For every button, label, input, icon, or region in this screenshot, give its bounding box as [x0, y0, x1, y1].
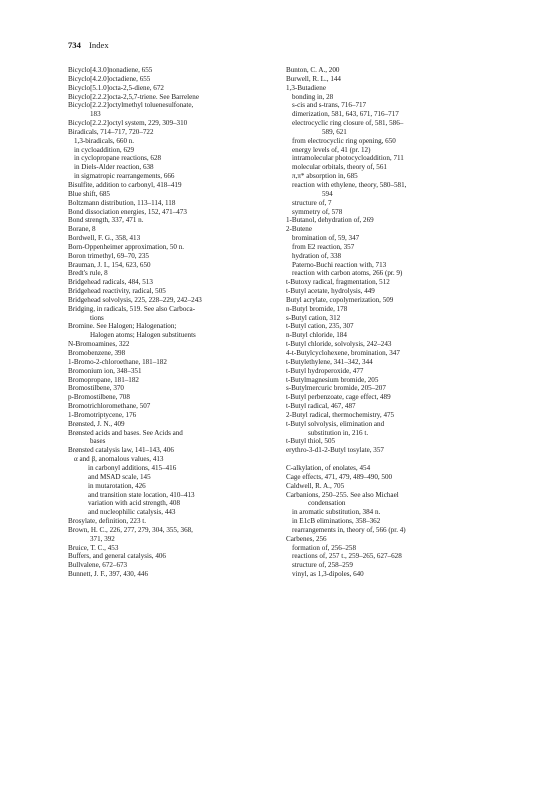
index-entry: Bredt's rule, 8	[68, 269, 108, 278]
index-entry: reaction with ethylene, theory, 580–581,	[292, 180, 407, 189]
index-entry: bonding in, 28	[292, 92, 334, 101]
index-entry: vinyl, as 1,3-dipoles, 640	[292, 570, 364, 579]
index-entry: Bicyclo[2.2.2]octyl system, 229, 309–310	[68, 119, 188, 128]
index-entry: Bond dissociation energies, 152, 471–473	[68, 207, 187, 216]
index-entry: Brønsted catalysis law, 141–143, 406	[68, 446, 174, 455]
index-entry: condensation	[308, 499, 346, 508]
index-entry: t-Butyl solvolysis, elimination and	[286, 419, 385, 428]
index-entry: Buffers, and general catalysis, 406	[68, 552, 166, 561]
index-entry: Bicyclo[4.2.0]octadiene, 655	[68, 74, 151, 83]
index-column-right	[286, 66, 500, 579]
index-entry: p-Bromostilbene, 708	[68, 393, 130, 402]
index-entry: 371, 392	[90, 534, 115, 543]
index-entry: t-Butyl acetate, hydrolysis, 449	[286, 287, 375, 296]
index-entry: t-Butoxy radical, fragmentation, 512	[286, 278, 390, 287]
index-entry: Blue shift, 685	[68, 189, 110, 198]
index-entry: bases	[90, 437, 106, 446]
index-entry: intramolecular photocycloaddition, 711	[292, 154, 404, 163]
index-entry: π,π* absorption in, 685	[292, 172, 358, 181]
index-entry: Paterno-Buchi reaction with, 713	[292, 260, 387, 269]
index-entry: energy levels of, 41 (pr. 12)	[292, 145, 371, 154]
index-entry: Butyl acrylate, copolymerization, 509	[286, 295, 394, 304]
index-entry: 1-Butanol, dehydration of, 269	[286, 216, 374, 225]
index-entry: Boltzmann distribution, 113–114, 118	[68, 198, 176, 207]
index-entry: Bruice, T. C., 453	[68, 543, 119, 552]
index-entry: erythro-3-d1-2-Butyl tosylate, 357	[286, 446, 384, 455]
index-entry: 594	[322, 189, 333, 198]
index-entry: Bisulfite, addition to carbonyl, 418–419	[68, 180, 182, 189]
index-entry: Bridgehead radicals, 484, 513	[68, 278, 153, 287]
index-entry: and MSAD scale, 145	[88, 472, 151, 481]
index-entry: in cycloaddition, 629	[74, 145, 135, 154]
index-entry: in mutarotation, 426	[88, 481, 146, 490]
index-entry: in sigmatropic rearrangements, 666	[74, 172, 175, 181]
index-entry: Halogen atoms; Halogen substituents	[90, 331, 196, 340]
index-entry: Bromopropane, 181–182	[68, 375, 139, 384]
index-entry: 2-Butene	[286, 225, 313, 234]
index-entry: structure of, 7	[292, 198, 332, 207]
index-entry: Cage effects, 471, 479, 489–490, 500	[286, 472, 393, 481]
index-entry: Bridging, in radicals, 519. See also Carboca-	[68, 304, 196, 313]
index-entry: and nucleophilic catalysis, 443	[88, 508, 176, 517]
index-entry: molecular orbitals, theory of, 561	[292, 163, 387, 172]
index-entry: s-Butylmercuric bromide, 205–207	[286, 384, 386, 393]
index-entry: Brønsted, J. N., 409	[68, 419, 125, 428]
index-entry: Bunnett, J. F., 397, 430, 446	[68, 570, 149, 579]
index-entry: t-Butyl chloride, solvolysis, 242–243	[286, 340, 392, 349]
index-entry: t-Butylmagnesium bromide, 205	[286, 375, 379, 384]
index-entry: n-Butyl chloride, 184	[286, 331, 347, 340]
index-entry: Bicyclo[2.2.2]octylmethyl toluenesulfonate,	[68, 101, 194, 110]
index-entry: in carbonyl additions, 415–416	[88, 463, 177, 472]
index-entry: n-Butyl bromide, 178	[286, 304, 348, 313]
index-entry: Carbanions, 250–255. See also Michael	[286, 490, 399, 499]
index-column-left	[68, 66, 278, 579]
index-entry: substitution in, 216 t.	[308, 428, 369, 437]
index-entry: Burwell, R. L., 144	[286, 74, 341, 83]
index-entry: from electrocyclic ring opening, 650	[292, 136, 396, 145]
index-entry: from E2 reaction, 357	[292, 242, 355, 251]
index-entry: tions	[90, 313, 104, 322]
index-entry: in Diels-Alder reaction, 638	[74, 163, 154, 172]
index-entry: t-Butyl hydroperoxide, 477	[286, 366, 364, 375]
index-entry: Born-Oppenheimer approximation, 50 n.	[68, 242, 185, 251]
index-entry: symmetry of, 578	[292, 207, 343, 216]
index-entry: Brown, H. C., 226, 277, 279, 304, 355, 368,	[68, 525, 193, 534]
index-entry: dimerization, 581, 643, 671, 716–717	[292, 110, 399, 119]
index-entry: Bicyclo[4.3.0]nonadiene, 655	[68, 66, 153, 74]
index-entry: and transition state location, 410–413	[88, 490, 195, 499]
index-entry: s-Butyl cation, 312	[286, 313, 341, 322]
index-entry: Bond strength, 337, 471 n.	[68, 216, 144, 225]
page-title: Index	[89, 40, 109, 50]
index-entry: t-Butyl perbenzoate, cage effect, 489	[286, 393, 391, 402]
index-entry: Bicyclo[2.2.2]octa-2,5,7-triene. See Barrelene	[68, 92, 199, 101]
index-entry: N-Bromoamines, 322	[68, 340, 130, 349]
index-entry: 4-t-Butylcyclohexene, bromination, 347	[286, 349, 400, 357]
index-entry: variation with acid strength, 408	[88, 499, 181, 508]
index-entry: 589, 621	[322, 127, 347, 136]
index-entry: in aromatic substitution, 384 n.	[292, 508, 381, 517]
index-entry: in cyclopropane reactions, 628	[74, 154, 162, 163]
index-entry: t-Butyl radical, 467, 487	[286, 402, 356, 411]
index-entry: hydration of, 338	[292, 251, 342, 260]
index-entry: s-cis and s-trans, 716–717	[292, 101, 367, 110]
index-entry: bromination of, 59, 347	[292, 234, 360, 243]
index-entry: Brosylate, definition, 223 t.	[68, 517, 147, 526]
index-entry: Caldwell, R. A., 705	[286, 481, 345, 490]
index-entry: Bromostilbene, 370	[68, 384, 124, 393]
index-entry: 1,3-biradicals, 660 n.	[74, 136, 135, 145]
index-entry: Bromobenzene, 398	[68, 349, 126, 357]
index-entry: Brønsted acids and bases. See Acids and	[68, 428, 183, 437]
index-entry: 1-Bromo-2-chloroethane, 181–182	[68, 357, 167, 366]
index-entry: Carbenes, 256	[286, 534, 327, 543]
index-entry: Brauman, J. I., 154, 623, 650	[68, 260, 151, 269]
index-entry: Bromotrichloromethane, 507	[68, 402, 151, 411]
index-entry: in E1cB eliminations, 358–362	[292, 517, 381, 526]
index-entry: Biradicals, 714–717, 720–722	[68, 127, 154, 136]
index-entry: Boron trimethyl, 69–70, 235	[68, 251, 149, 260]
index-entry: Bordwell, F. G., 358, 413	[68, 234, 141, 243]
index-entry: t-Butyl thiol, 505	[286, 437, 336, 446]
index-entry: Bromonium ion, 348–351	[68, 366, 142, 375]
index-entry: Bridgehead reactivity, radical, 505	[68, 287, 166, 296]
page-number: 734	[68, 40, 81, 50]
index-entry: α and β, anomalous values, 413	[74, 455, 164, 464]
index-entry: rearrangements in, theory of, 566 (pr. 4)	[292, 525, 406, 534]
index-entry: 183	[90, 110, 101, 119]
index-entry: Bromine. See Halogen; Halogenation;	[68, 322, 177, 331]
index-entry: Bridgehead solvolysis, 225, 228–229, 242–243	[68, 295, 202, 304]
index-entry: Bunton, C. A., 200	[286, 66, 340, 74]
index-entry: electrocyclic ring closure of, 581, 586–	[292, 119, 404, 128]
index-entry: Bullvalene, 672–673	[68, 561, 128, 570]
index-entry: 1-Bromotriptycene, 176	[68, 410, 137, 419]
index-entry: Borane, 8	[68, 225, 96, 234]
index-entry: structure of, 258–259	[292, 561, 353, 570]
index-entry: 1,3-Butadiene	[286, 83, 326, 92]
index-entry: t-Butyl cation, 235, 307	[286, 322, 354, 331]
section-gap	[286, 455, 500, 464]
index-entry: Bicyclo[5.1.0]octa-2,5-diene, 672	[68, 83, 164, 92]
index-entry: C-alkylation, of enolates, 454	[286, 463, 371, 472]
index-entry: reaction with carbon atoms, 266 (pr. 9)	[292, 269, 403, 278]
index-entry: formation of, 256–258	[292, 543, 357, 552]
index-entry: reactions of, 257 t., 259–265, 627–628	[292, 552, 402, 561]
page-header	[68, 40, 109, 50]
index-entry: 2-Butyl radical, thermochemistry, 475	[286, 410, 395, 419]
index-entry: t-Butylethylene, 341–342, 344	[286, 357, 373, 366]
